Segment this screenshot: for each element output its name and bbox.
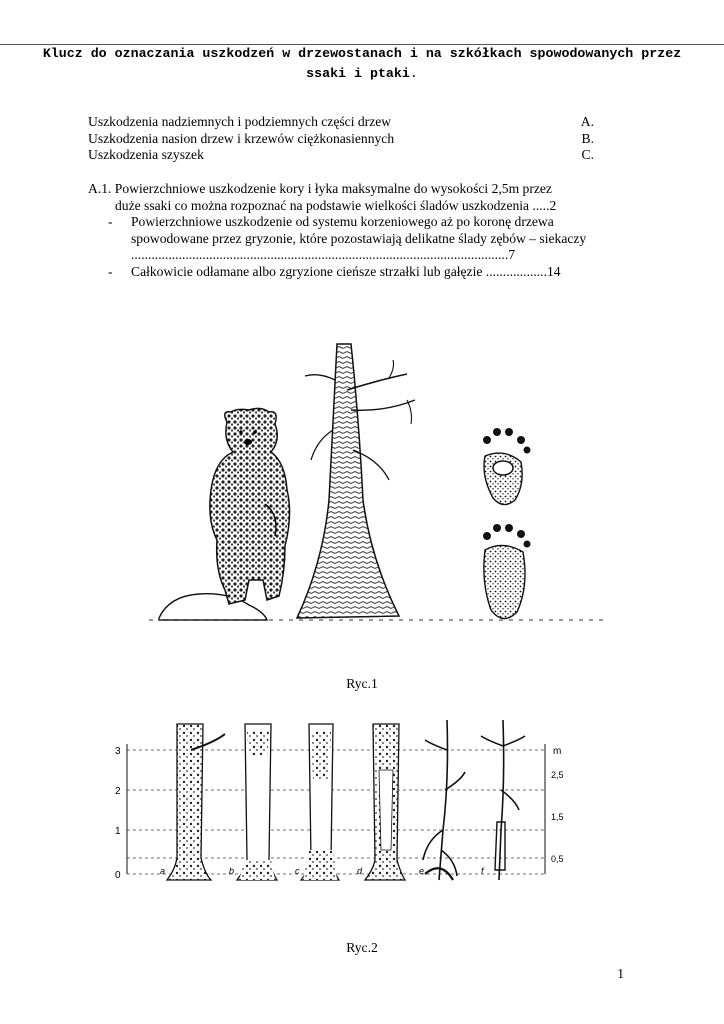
left-axis-label: 2 <box>115 786 121 797</box>
toc-row <box>88 114 594 131</box>
toc-label: Uszkodzenia szyszek <box>88 147 204 162</box>
trunk-a <box>167 724 225 880</box>
toc-list <box>88 114 594 164</box>
figure-2 <box>105 710 612 934</box>
figure-1 <box>89 300 613 670</box>
tree-label: e <box>419 866 425 876</box>
document-title <box>8 44 716 84</box>
trunk-c <box>301 724 339 880</box>
tree-figure <box>297 344 415 618</box>
toc-code: A. <box>580 114 594 129</box>
sapling-f <box>481 720 525 880</box>
right-axis-label: 2,5 <box>551 770 564 780</box>
trunk-d <box>365 724 405 880</box>
tree-label: b <box>229 866 235 876</box>
rock-shape <box>159 594 267 620</box>
figure-1-illustration <box>89 300 613 670</box>
left-axis-label: 0 <box>115 870 121 881</box>
title-line-2-end: . <box>409 66 418 81</box>
a1-item-1 <box>88 214 610 264</box>
a1-item-1-line-1: Powierzchniowe uszkodzenie od systemu korzeniowego aż po koronę drzewa <box>131 214 554 229</box>
right-axis-label: 0,5 <box>551 854 564 864</box>
sapling-e <box>423 720 465 880</box>
a1-item-2-dash: - <box>108 263 113 279</box>
trunk-b <box>237 724 277 880</box>
left-axis-label: 1 <box>115 826 121 837</box>
a1-item-2 <box>88 264 610 281</box>
tree-label: a <box>160 866 166 876</box>
title-line-2 <box>8 64 716 84</box>
a1-item-1-text <box>131 214 610 264</box>
paw-print-front <box>483 428 531 505</box>
figure-2-illustration <box>105 710 612 934</box>
title-line-1: Klucz do oznaczania uszkodzeń w drzewostanach i na szkółkach spowodowanych przez <box>42 46 682 61</box>
a1-item-1-line-3: ...............................................................................................................7 <box>131 247 516 262</box>
right-axis-unit: m <box>553 746 562 757</box>
section-a1 <box>88 181 610 280</box>
a1-item-1-line-2: spowodowane przez gryzonie, które pozostawiają delikatne ślady zębów – siekaczy <box>131 230 587 246</box>
tree-label: f <box>481 866 484 876</box>
paw-print-hind <box>483 524 531 619</box>
a1-line-1: A.1. Powierzchniowe uszkodzenie kory i łyka maksymalne do wysokości 2,5m przez <box>88 181 552 196</box>
toc-row <box>88 147 594 164</box>
toc-label: Uszkodzenia nadziemnych i podziemnych części drzew <box>88 114 392 129</box>
figure-1-caption: Ryc.1 <box>346 676 378 691</box>
a1-item-2-text: Całkowicie odłamane albo zgryzione cieńsze strzałki lub gałęzie ..................14 <box>131 263 561 279</box>
toc-code: C. <box>581 147 594 162</box>
tree-label: d <box>357 866 363 876</box>
page-number: 1 <box>617 966 624 981</box>
tree-label: c <box>295 866 300 876</box>
title-line-2-text: ssaki i ptaki <box>306 66 410 81</box>
toc-row <box>88 131 594 148</box>
toc-code: B. <box>581 130 594 146</box>
right-axis-label: 1,5 <box>551 812 564 822</box>
a1-item-1-dash: - <box>108 214 113 229</box>
a1-line-2: duże ssaki co można rozpoznać na podstawie wielkości śladów uszkodzenia .....2 <box>115 197 557 213</box>
figure-2-caption: Ryc.2 <box>346 940 378 955</box>
bear-figure <box>210 408 290 604</box>
toc-label: Uszkodzenia nasion drzew i krzewów ciężkonasiennych <box>88 130 395 146</box>
left-axis-label: 3 <box>115 746 121 757</box>
